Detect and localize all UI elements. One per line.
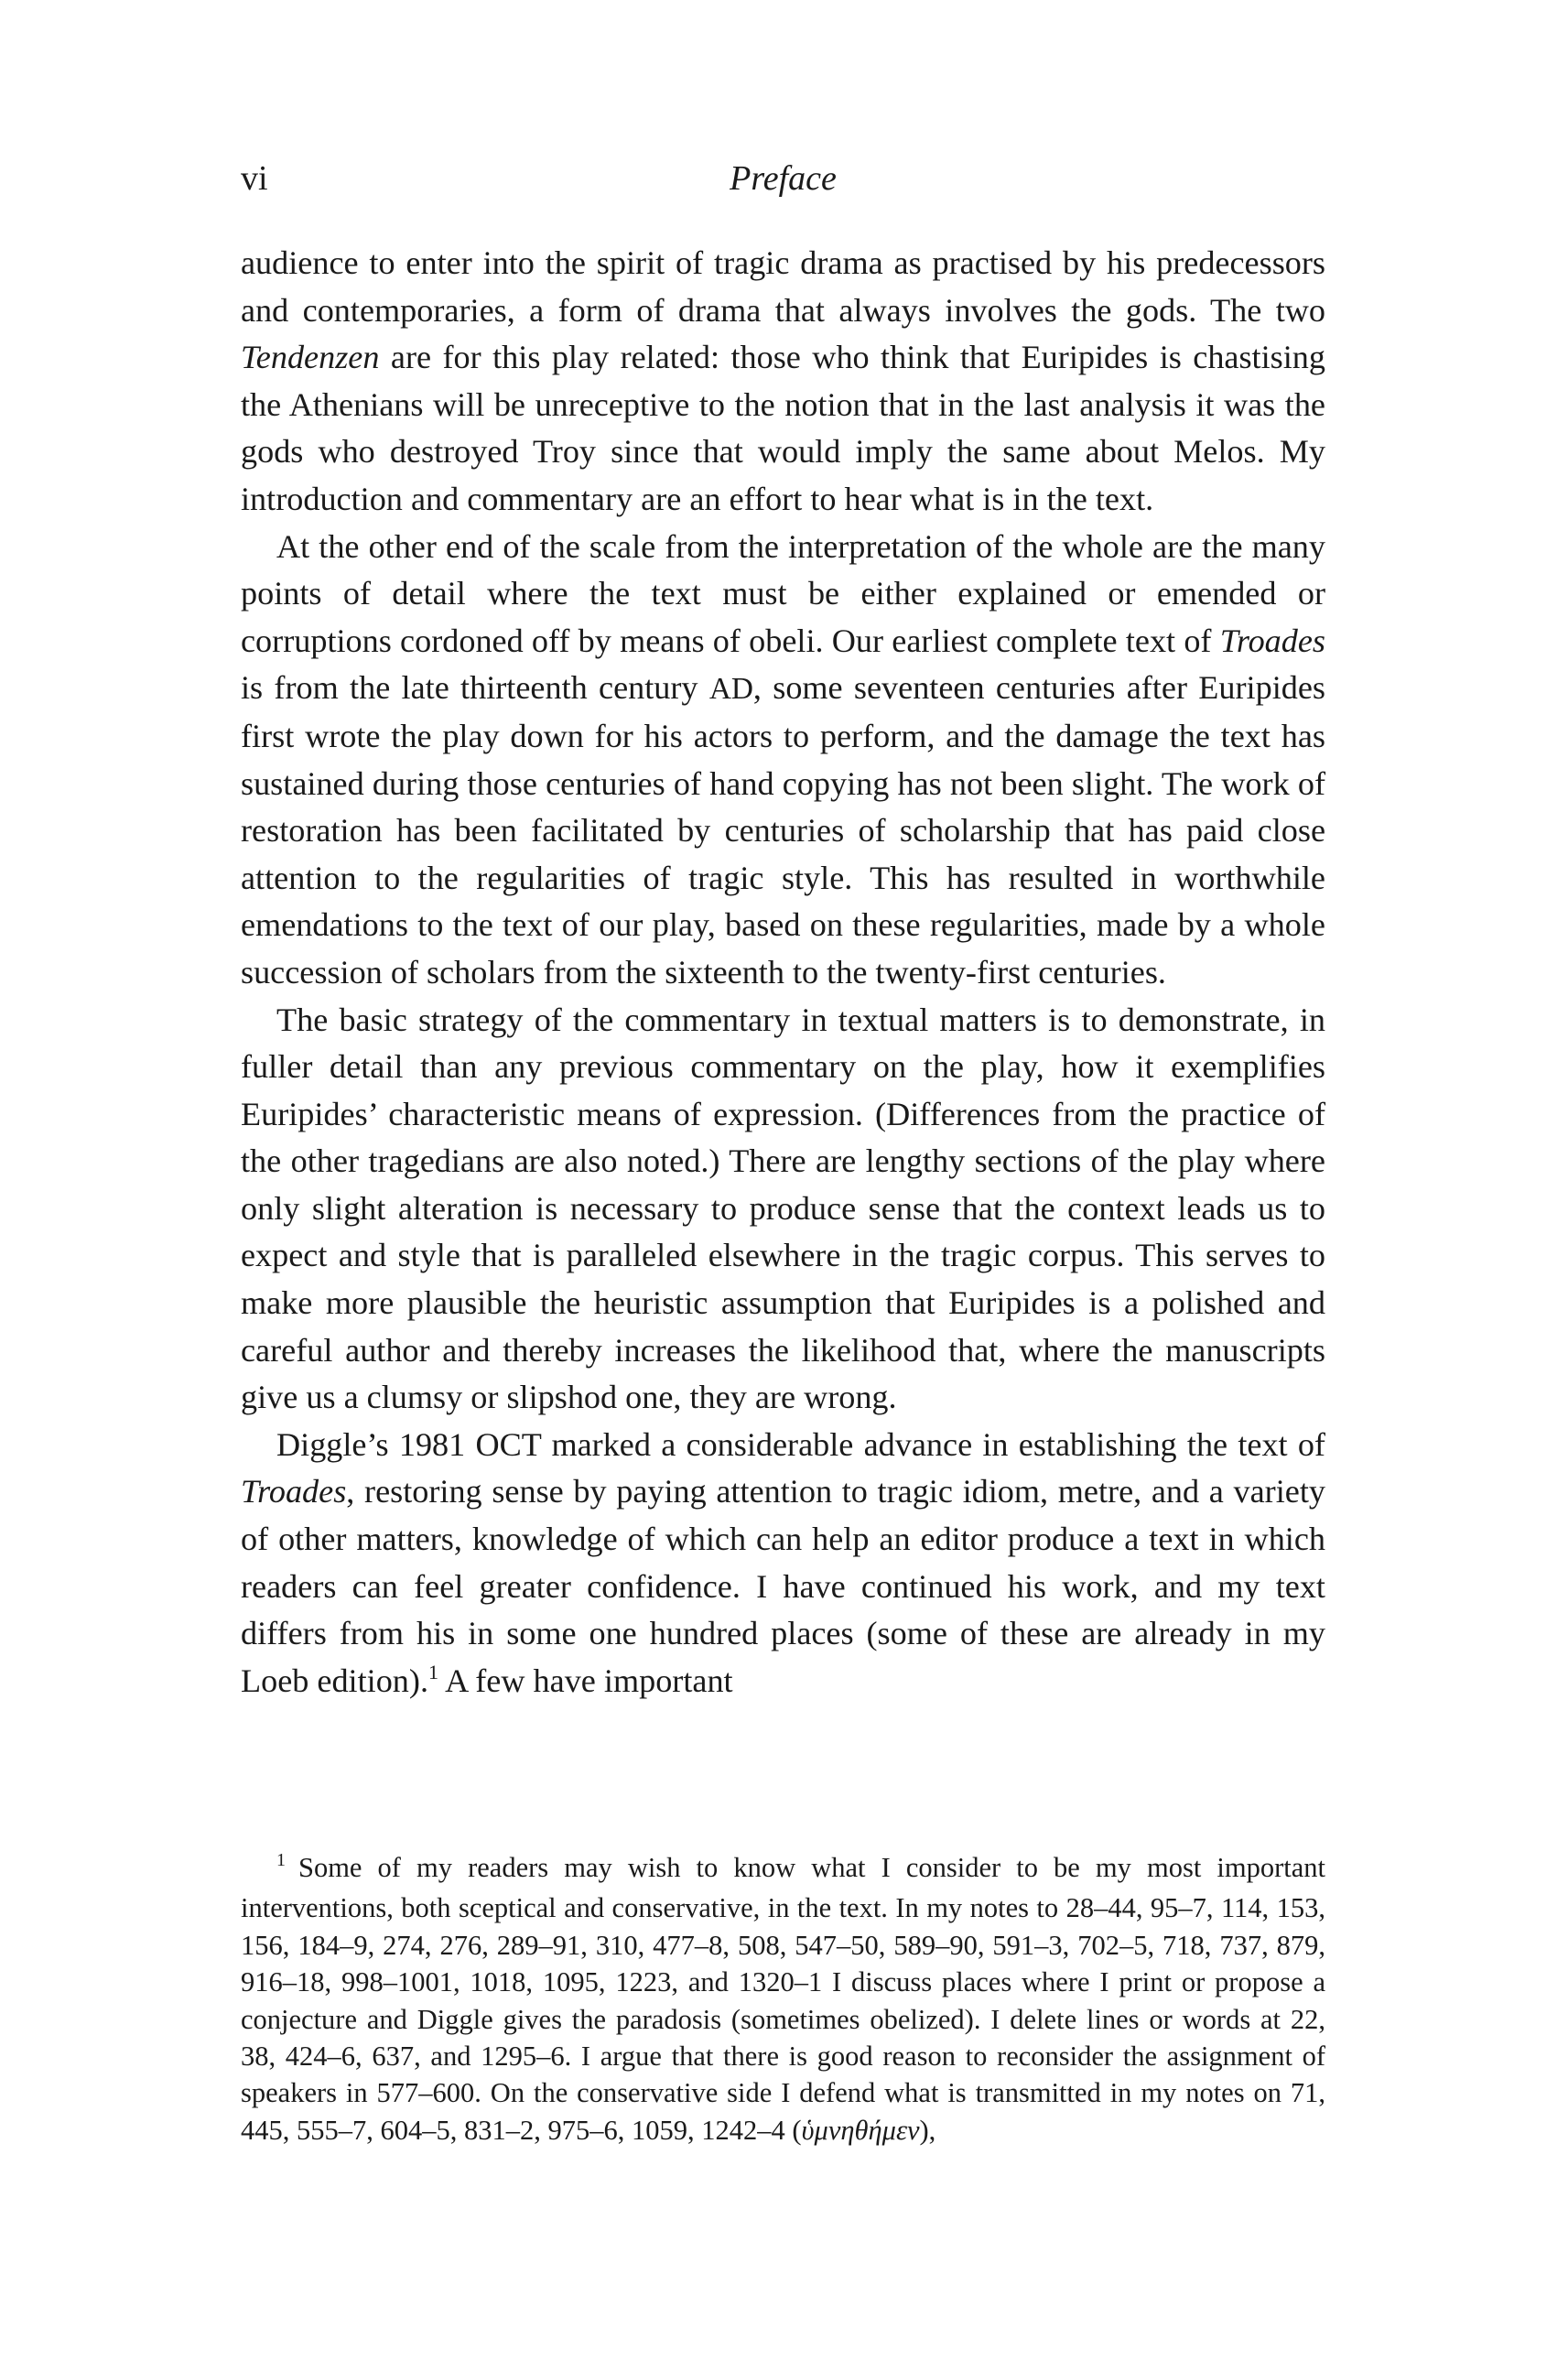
paragraph-text: , restoring sense by paying attention to tragic idiom, metre, and a variety of other matters, knowledge of which can help an editor produce a text in which readers can feel greater confidence. I have continued his work, and my text differs from his in some one hundred places (some of these are already in my Loeb edition). (241, 1473, 1325, 1699)
paragraph-text: audience to enter into the spirit of tragic drama as practised by his predecessors and contemporaries, a form of drama that always involves the gods. The two (241, 244, 1325, 329)
footnotes (241, 1849, 1325, 2149)
paragraph-text: At the other end of the scale from the interpretation of the whole are the many points of detail where the text must be either explained or emended or corruptions cordoned off by means of obeli. Our earliest complete text of (241, 527, 1325, 659)
footnote-text: Some of my readers may wish to know what I consider to be my most important interventions, both sceptical and conservative, in the text. In my notes to 28–44, 95–7, 114, 153, 156, 184–9, 274, 276, 289–91, 310, 477–8, 508, 547–50, 589–90, 591–3, 702–5, 718, 737, 879, 916–18, 998–1001, 1018, 1095, 1223, and 1320–1 I discuss places where I print or propose a conjecture and Diggle gives the paradosis (sometimes obelized). I delete lines or words at 22, 38, 424–6, 637, and 1295–6. I argue that there is good reason to reconsider the assignment of speakers in 577–600. On the conservative side I defend what is transmitted in my notes on 71, 445, 555–7, 604–5, 831–2, 975–6, 1059, 1242–4 ( (241, 1852, 1325, 2146)
page-number: vi (241, 159, 268, 198)
paragraph-text: The basic strategy of the commentary in textual matters is to demonstrate, in fuller detail than any previous commentary on the play, how it exemplifies Euripides’ characteristic means of expression. (Differences from the practice of the other tragedians are also noted.) There are lengthy sections of the play where only slight alteration is necessary to produce sense that the context leads us to expect and style that is paralleled elsewhere in the tragic corpus. This serves to make more plausible the heuristic assumption that Euripides is a polished and careful author and thereby increases the likelihood that, where the manuscripts give us a clumsy or slipshod one, they are wrong. (241, 1001, 1325, 1416)
paragraph-text: , some seventeen centuries after Euripides first wrote the play down for his actors to perform, and the damage the text has sustained during those centuries of hand copying has not been slight. The work of restoration has been facilitated by centuries of scholarship that has paid close attention to the regularities of tragic style. This has resulted in worthwhile emendations to the text of our play, based on these regularities, made by a whole succession of scholars from the sixteenth to the twenty-first centuries. (241, 669, 1325, 991)
running-title: Preface (730, 159, 837, 198)
footnote-mark: 1 (276, 1850, 286, 1870)
paragraph-text: A few have important (438, 1662, 733, 1699)
main-text (241, 240, 1325, 1708)
italic-term: Tendenzen (241, 339, 380, 376)
paragraph-4 (241, 1422, 1325, 1709)
paragraph-text: Diggle’s 1981 OCT marked a considerable advance in establishing the text of (276, 1425, 1325, 1463)
italic-title: Troades (1219, 622, 1325, 659)
greek-word: ὑμνηθήμεν (801, 2114, 920, 2146)
paragraph-text: is from the late thirteenth century (241, 669, 709, 707)
paragraph-2 (241, 524, 1325, 997)
footnote-reference[interactable]: 1 (428, 1660, 439, 1683)
italic-title: Troades (241, 1473, 347, 1510)
running-head (241, 156, 1325, 201)
footnote-text: ), (919, 2114, 936, 2146)
era-abbreviation: AD (708, 672, 753, 707)
paragraph-3 (241, 997, 1325, 1422)
paragraph-text: are for this play related: those who think that Euripides is chastising the Athenians will be unreceptive to the notion that in the last analysis it was the gods who destroyed Troy since that would imply the same about Melos. My introduction and commentary are an effort to hear what is in the text. (241, 339, 1325, 517)
footnote-1 (241, 1849, 1325, 2149)
paragraph-1 (241, 240, 1325, 524)
